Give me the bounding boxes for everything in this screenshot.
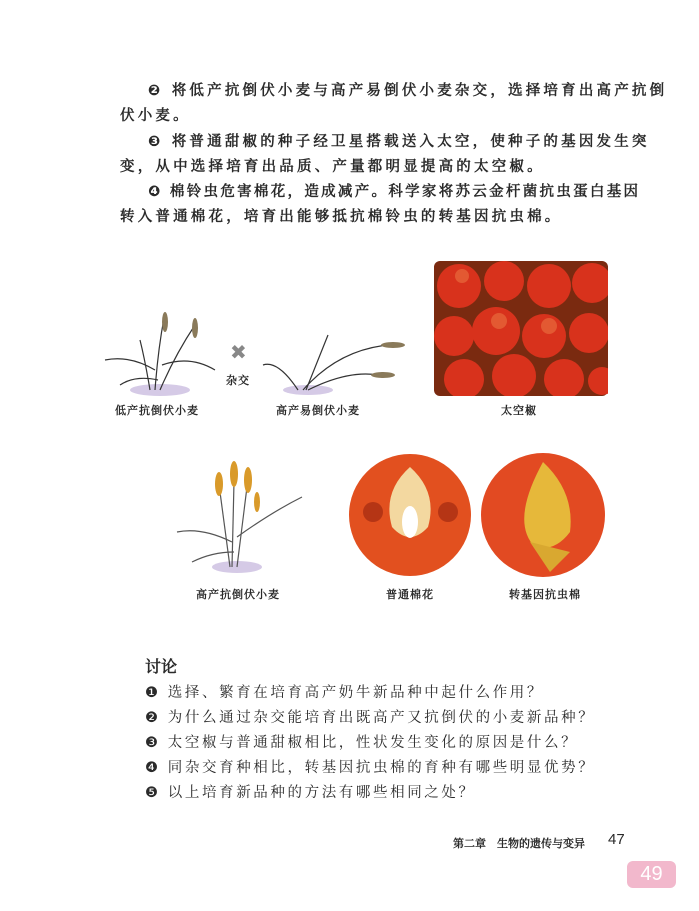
chapter-footer: 第二章 生物的遗传与变异 <box>453 837 585 850</box>
transgenic-cotton-photo <box>480 452 606 578</box>
high-yield-lodging-resistant-wheat-illustration <box>172 452 307 577</box>
paragraph-line: 变，从中选择培育出品质、产量都明显提高的太空椒。 <box>120 159 545 175</box>
caption: 高产易倒伏小麦 <box>276 404 360 417</box>
space-pepper-photo <box>434 261 608 396</box>
discussion-question: ❸ 太空椒与普通甜椒相比，性状发生变化的原因是什么？ <box>145 735 579 751</box>
caption: 太空椒 <box>501 404 537 417</box>
caption: 普通棉花 <box>386 588 434 601</box>
discussion-question: ❷ 为什么通过杂交能培育出既高产又抗倒伏的小麦新品种？ <box>145 710 596 726</box>
high-yield-lodging-wheat-illustration <box>258 320 413 400</box>
paragraph-line: 伏小麦。 <box>120 108 191 124</box>
paragraph-line: ❹ 棉铃虫危害棉花，造成减产。科学家将苏云金杆菌抗虫蛋白基因 <box>148 184 641 200</box>
page-number: 47 <box>608 831 625 848</box>
low-yield-wheat-illustration <box>100 300 220 400</box>
pdf-page-badge: 49 <box>627 861 676 888</box>
caption: 低产抗倒伏小麦 <box>115 404 199 417</box>
discussion-question: ❺ 以上培育新品种的方法有哪些相同之处？ <box>145 785 476 801</box>
caption: 转基因抗虫棉 <box>509 588 581 601</box>
ordinary-cotton-photo <box>348 452 473 577</box>
cross-label: 杂交 <box>226 374 250 387</box>
paragraph-line: 转入普通棉花，培育出能够抵抗棉铃虫的转基因抗虫棉。 <box>120 209 563 225</box>
cross-icon: ✖ <box>230 340 247 364</box>
caption: 高产抗倒伏小麦 <box>196 588 280 601</box>
paragraph-line: ❸ 将普通甜椒的种子经卫星搭载送入太空，使种子的基因发生突 <box>148 134 650 150</box>
paragraph-line: ❷ 将低产抗倒伏小麦与高产易倒伏小麦杂交，选择培育出高产抗倒 <box>148 83 668 99</box>
discussion-question: ❹ 同杂交育种相比，转基因抗虫棉的育种有哪些明显优势？ <box>145 760 596 776</box>
discussion-question: ❶ 选择、繁育在培育高产奶牛新品种中起什么作用？ <box>145 685 545 701</box>
discussion-title: 讨论 <box>145 657 178 676</box>
